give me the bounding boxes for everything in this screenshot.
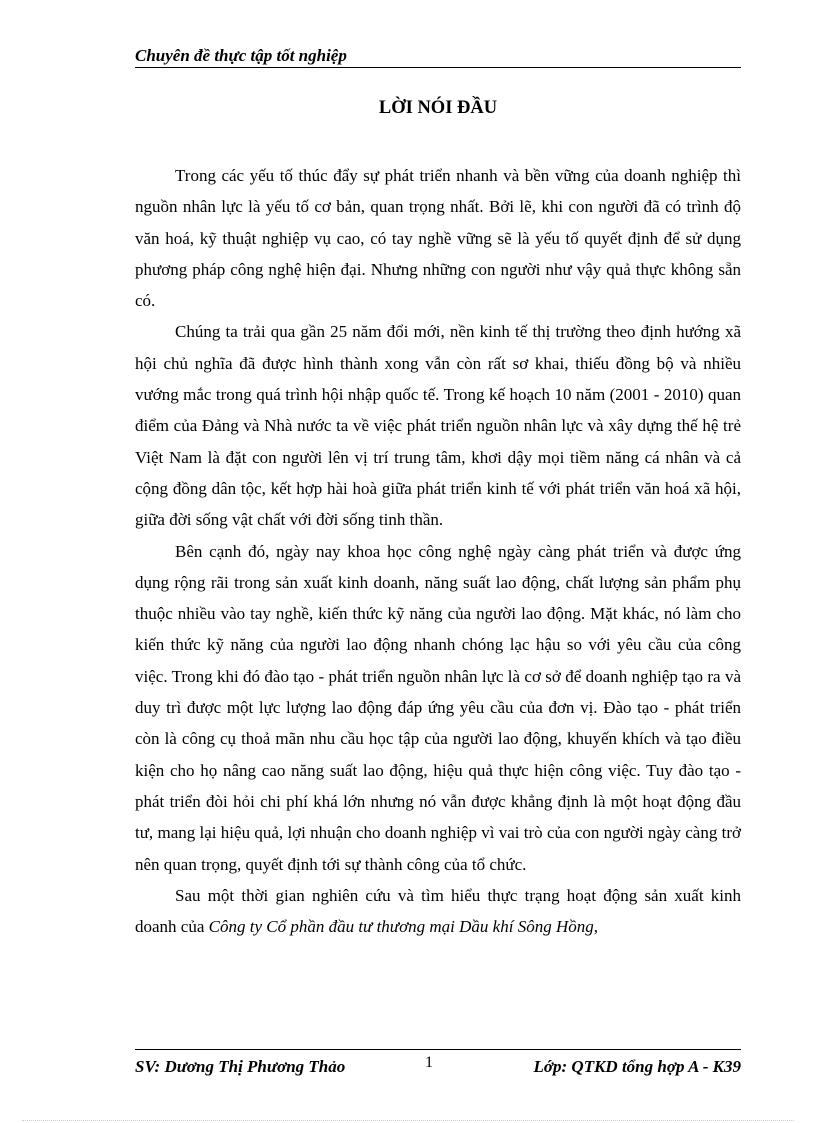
paragraph bbox=[135, 880, 741, 943]
page-footer bbox=[135, 1049, 741, 1082]
paragraph: Trong các yếu tố thúc đẩy sự phát triển nhanh và bền vững của doanh nghiệp thì nguồn nhân lực là yếu tố cơ bản, quan trọng nhất. Bởi lẽ, khi con người đã có trình độ văn hoá, kỹ thuật nghiệp vụ cao, có tay nghề vững sẽ là yếu tố quyết định để sử dụng phương pháp công nghệ hiện đại. Nhưng những con người như vậy quả thực không sẵn có. bbox=[135, 166, 741, 311]
footer-student: SV: Dương Thị Phương Thảo bbox=[135, 1057, 346, 1076]
header-title: Chuyên đề thực tập tốt nghiệp bbox=[135, 46, 347, 65]
document-body bbox=[135, 160, 741, 942]
paragraph-lead: Sau một thời gian nghiên cứu và tìm hiểu thực trạng hoạt động sản xuất kinh doanh của bbox=[135, 885, 741, 937]
document-heading: LỜI NÓI ĐẦU bbox=[378, 98, 498, 118]
footer-class: Lớp: QTKD tổng hợp A - K39 bbox=[533, 1057, 741, 1076]
company-name: Công ty Cổ phần đầu tư thương mại Dầu khí Sông Hồng bbox=[208, 917, 594, 937]
paragraph: Chúng ta trải qua gần 25 năm đổi mới, nền kinh tế thị trường theo định hướng xã hội chủ nghĩa đã được hình thành xong vẫn còn rất sơ khai, thiếu đồng bộ và nhiều vướng mắc trong quá trình hội nhập quốc tế. Trong kế hoạch 10 năm (2001 - 2010) quan điểm của Đảng và Nhà nước ta về việc phát triển nguồn nhân lực và xây dựng thế hệ trẻ Việt Nam là đặt con người lên vị trí trung tâm, khơi dậy mọi tiềm năng cá nhân và cả cộng đồng dân tộc, kết hợp hài hoà giữa phát triển kinh tế với phát triển văn hoá xã hội, giữa đời sống vật chất với đời sống tinh thần. bbox=[135, 322, 741, 530]
page-header bbox=[135, 46, 741, 68]
page-edge-divider bbox=[22, 1120, 794, 1121]
page-number: 1 bbox=[425, 1054, 433, 1071]
paragraph: Bên cạnh đó, ngày nay khoa học công nghệ ngày càng phát triển và được ứng dụng rộng rãi trong sản xuất kinh doanh, năng suất lao động, chất lượng sản phẩm phụ thuộc nhiều vào tay nghề, kiến thức kỹ năng của người lao động. Mặt khác, nó làm cho kiến thức kỹ năng của người lao động nhanh chóng lạc hậu so với yêu cầu của công việc. Trong khi đó đào tạo - phát triển nguồn nhân lực là cơ sở để doanh nghiệp tạo ra và duy trì được một lực lượng lao động đáp ứng yêu cầu của đơn vị. Đào tạo - phát triển còn là công cụ thoả mãn nhu cầu học tập của người lao động, khuyến khích và tạo điều kiện cho họ nâng cao năng suất lao động, hiệu quả thực hiện công việc. Tuy đào tạo - phát triển đòi hỏi chi phí khá lớn nhưng nó vẫn được khẳng định là một hoạt động đầu tư, mang lại hiệu quả, lợi nhuận cho doanh nghiệp vì vai trò của con người ngày càng trở nên quan trọng, quyết định tới sự thành công của tổ chức. bbox=[135, 541, 741, 874]
paragraph-trail: , bbox=[593, 917, 598, 937]
